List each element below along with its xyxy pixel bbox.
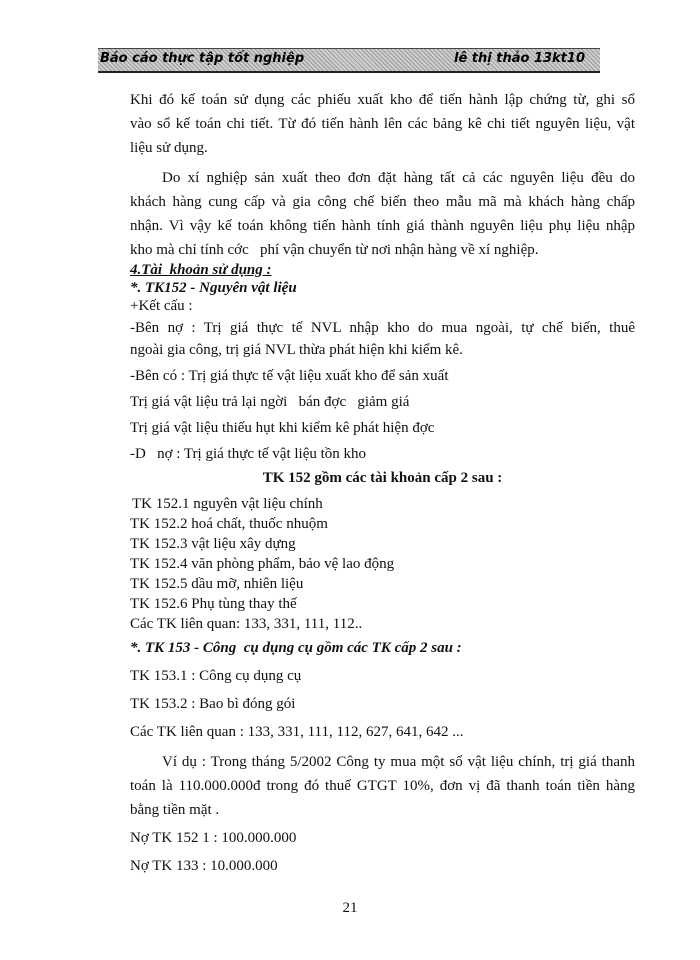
debit-line-1: -Bên nợ : Trị giá thực tế NVL nhập kho do mua ngoài, tự chế biến, thuê xyxy=(130,320,635,336)
tk152-sub-accounts-heading: TK 152 gồm các tài khoản cấp 2 sau : xyxy=(262,470,503,486)
example-line-1: Ví dụ : Trong tháng 5/2002 Công ty mua một số vật liệu chính, trị giá thanh xyxy=(162,754,635,770)
tk153-title: *. TK 153 - Công cụ dụng cụ gồm các TK cấp 2 sau : xyxy=(130,640,462,656)
structure-label: +Kết cấu : xyxy=(130,298,193,314)
tk153-related: Các TK liên quan : 133, 331, 111, 112, 627, 641, 642 ... xyxy=(130,724,464,740)
tk152-item: TK 152.4 văn phòng phẩm, bảo vệ lao động xyxy=(130,556,395,572)
entry-debit-133: Nợ TK 133 : 10.000.000 xyxy=(130,858,278,874)
credit-line: -Bên có : Trị giá thực tế vật liệu xuất kho để sản xuất xyxy=(130,368,449,384)
tk152-related: Các TK liên quan: 133, 331, 111, 112.. xyxy=(130,616,363,632)
tk153-item-1: TK 153.1 : Công cụ dụng cụ xyxy=(130,668,302,684)
example-line-3: bằng tiền mặt . xyxy=(130,802,220,818)
paragraph-1-line-1: Khi đó kế toán sử dụng các phiếu xuất kho để tiến hành lập chứng từ, ghi sổ xyxy=(130,92,635,108)
section-heading-accounts: 4.Tài khoản sử dụng : xyxy=(130,262,272,278)
header-title: Báo cáo thực tập tốt nghiệp xyxy=(100,51,305,66)
tk152-item: TK 152.5 dầu mỡ, nhiên liệu xyxy=(130,576,304,592)
page-number: 21 xyxy=(342,900,358,916)
tk152-item: TK 152.1 nguyên vật liệu chính xyxy=(132,496,323,512)
value-returned-line: Trị giá vật liệu trả lại ngời bán đợc giảm giá xyxy=(130,394,410,410)
value-shortage-line: Trị giá vật liệu thiếu hụt khi kiểm kê phát hiện đợc xyxy=(130,420,435,436)
header-author: lê thị thảo 13kt10 xyxy=(454,51,585,66)
tk152-item: TK 152.6 Phụ tùng thay thế xyxy=(130,596,297,612)
paragraph-1-line-2: vào sổ kế toán chi tiết. Từ đó tiến hành lên các bảng kê chi tiết nguyên liệu, vật xyxy=(130,116,635,132)
paragraph-1-line-3: liệu sử dụng. xyxy=(130,140,208,156)
paragraph-2-line-2: khách hàng cung cấp và gia công chế biến theo mẫu mã mà khách hàng chấp xyxy=(130,194,635,210)
debit-balance-line: -D nợ : Trị giá thực tế vật liệu tồn kho xyxy=(130,446,367,462)
tk153-item-2: TK 153.2 : Bao bì đóng gói xyxy=(130,696,296,712)
page-header xyxy=(98,48,600,73)
tk152-title: *. TK152 - Nguyên vật liệu xyxy=(130,280,297,296)
paragraph-2-line-1: Do xí nghiệp sản xuất theo đơn đặt hàng tất cả các nguyên liệu đều do xyxy=(162,170,635,186)
debit-line-2: ngoài gia công, trị giá NVL thừa phát hiện khi kiểm kê. xyxy=(130,342,463,358)
paragraph-2-line-4: kho mà chỉ tính cớc phí vận chuyển từ nơi nhận hàng về xí nghiệp. xyxy=(130,242,539,258)
tk152-item: TK 152.3 vật liệu xây dựng xyxy=(130,536,296,552)
tk152-item: TK 152.2 hoá chất, thuốc nhuộm xyxy=(130,516,328,532)
example-line-2: toán là 110.000.000đ trong đó thuế GTGT 10%, đơn vị đã thanh toán tiền hàng xyxy=(130,778,635,794)
paragraph-2-line-3: nhận. Vì vậy kế toán không tiến hành tính giá thành nguyên liệu phụ liệu nhập xyxy=(130,218,635,234)
entry-debit-1521: Nợ TK 152 1 : 100.000.000 xyxy=(130,830,297,846)
